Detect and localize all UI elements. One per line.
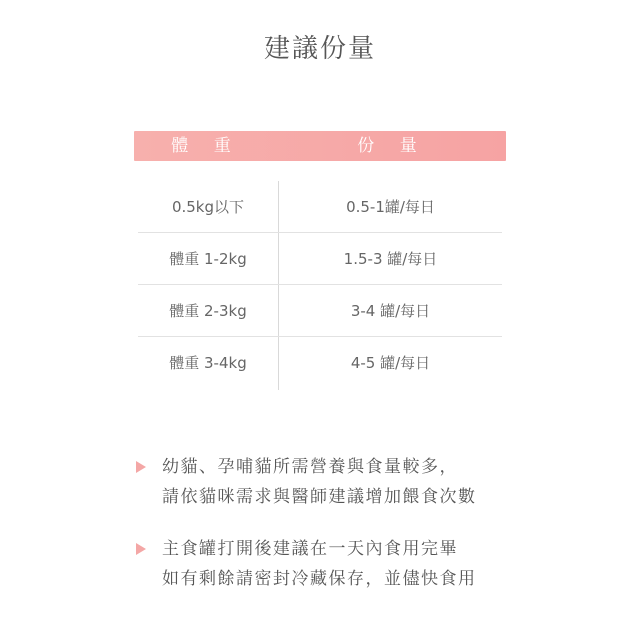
note-line: 請依貓咪需求與醫師建議增加餵食次數 xyxy=(162,487,477,507)
portion-cell: 0.5-1罐/每日 xyxy=(346,198,435,216)
weight-cell: 體重 2-3kg xyxy=(169,302,247,320)
triangle-right-icon xyxy=(136,543,146,555)
note-line: 主食罐打開後建議在一天內食用完畢 xyxy=(162,539,458,559)
weight-cell: 0.5kg以下 xyxy=(171,198,245,216)
page-title: 建議份量 xyxy=(263,34,376,64)
triangle-right-icon xyxy=(136,461,146,473)
portion-cell: 1.5-3 罐/每日 xyxy=(343,250,438,268)
portion-cell: 3-4 罐/每日 xyxy=(350,302,431,320)
header-weight: 體 重 xyxy=(171,136,241,156)
table-header xyxy=(134,131,506,161)
weight-cell: 體重 3-4kg xyxy=(169,354,247,372)
note-line: 如有剩餘請密封冷藏保存，並儘快食用 xyxy=(162,569,477,589)
table-row xyxy=(138,285,502,337)
portion-cell: 4-5 罐/每日 xyxy=(350,354,431,372)
table-row xyxy=(138,233,502,285)
header-portion: 份 量 xyxy=(357,136,427,156)
table-row xyxy=(138,181,502,233)
note-line: 幼貓、孕哺貓所需營養與食量較多， xyxy=(162,457,458,477)
portion-table xyxy=(138,181,502,390)
table-row xyxy=(138,337,502,389)
feeding-notes xyxy=(134,452,534,616)
note-item xyxy=(134,534,534,594)
weight-cell: 體重 1-2kg xyxy=(169,250,247,268)
note-item xyxy=(134,452,534,512)
